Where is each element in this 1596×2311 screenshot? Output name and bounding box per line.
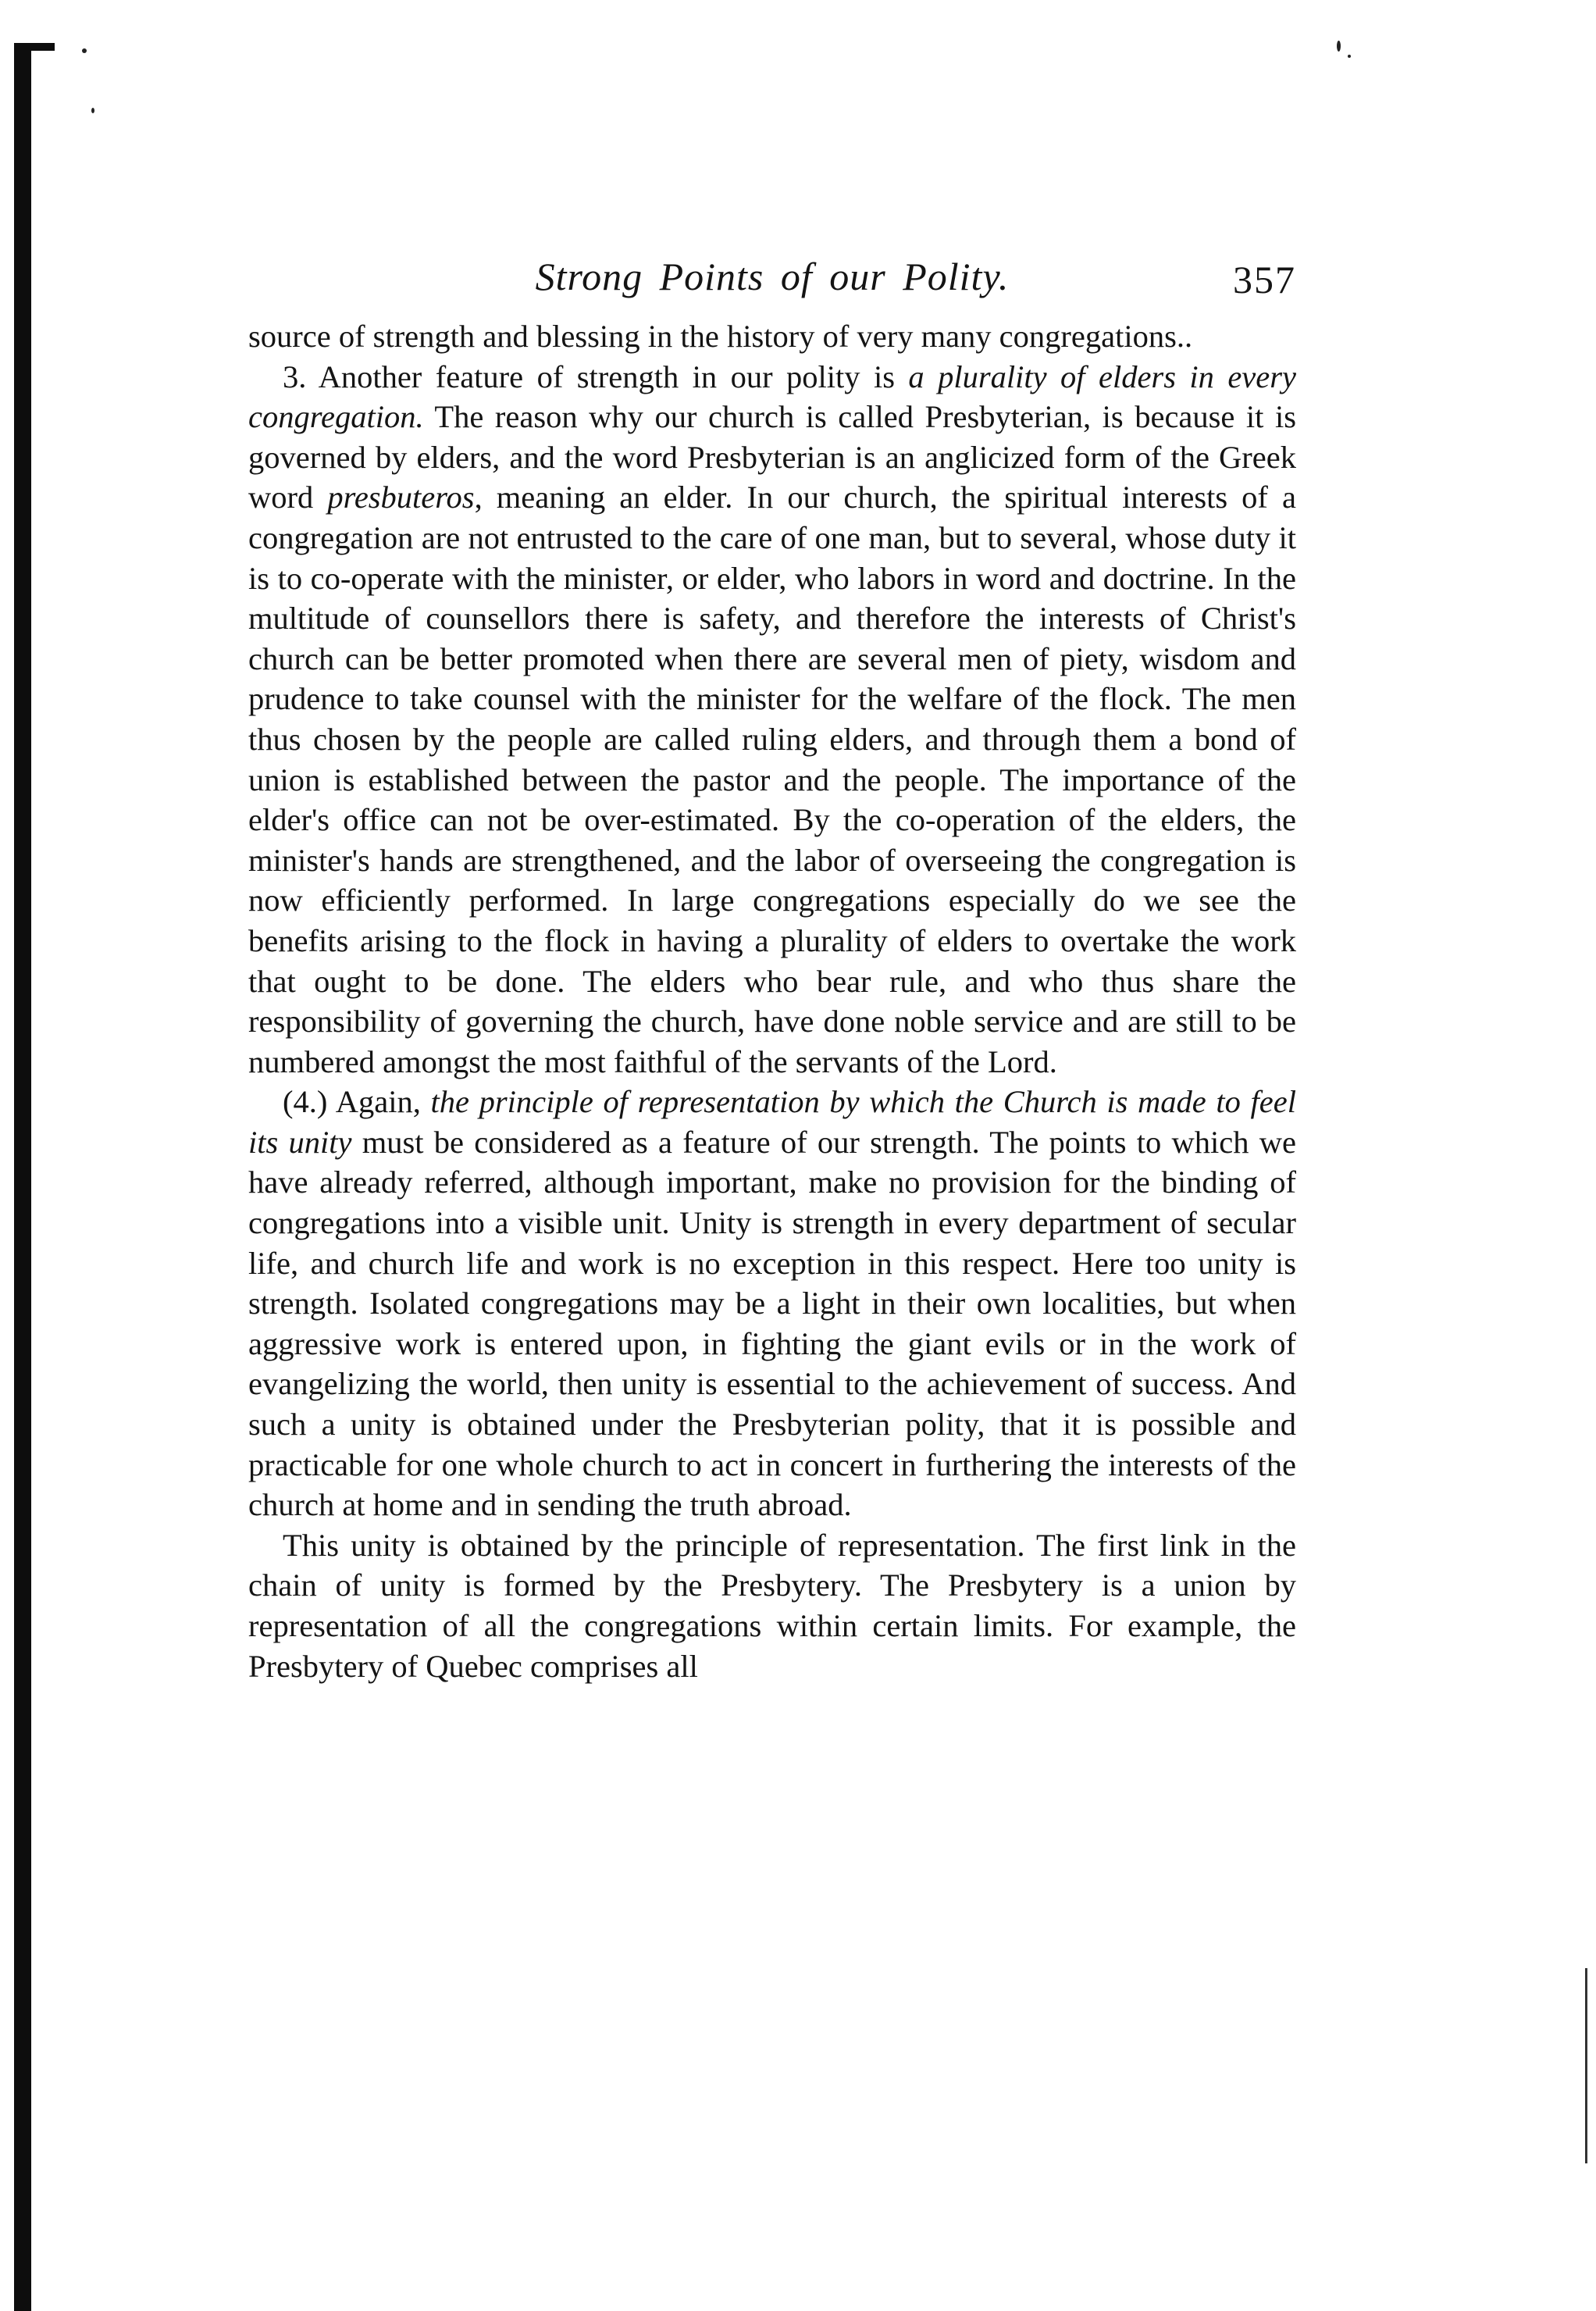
paragraph (248, 357, 1296, 1082)
scan-speck (82, 48, 87, 53)
italic-emphasis: a plurality of elders in every congregation. (248, 358, 1296, 435)
text-run: (4.) Again, (283, 1084, 431, 1120)
book-page (248, 254, 1296, 1686)
running-head (248, 254, 1296, 316)
paragraph (248, 1525, 1296, 1686)
text-run: , meaning an elder. In our church, the spiritual interests of a congregation are not entrusted to the care of one man, but to several, whose duty it is to co-operate with the minister, or elder, who labors in word and doctrine. In the multitude of counsellors there is safety, and therefore the interests of Christ's church can be better promoted when there are several men of piety, wisdom and prudence to take counsel with the minister for the welfare of the flock. The men thus chosen by the people are called ruling elders, and through them a bond of union is established between the pastor and the people. The importance of the elder's office can not be over-estimated. By the co-operation of the elders, the minister's hands are strengthened, and the labor of overseeing the congregation is now efficiently performed. In large congregations especially do we see the benefits arising to the flock in having a plurality of elders to overtake the work that ought to be done. The elders who bear rule, and who thus share the responsibility of governing the church, have done noble service and are still to be numbered amongst the most faithful of the servants of the Lord. (248, 480, 1296, 1079)
text-run: source of strength and blessing in the history of very many congregations.. (248, 319, 1193, 354)
scan-speck (1348, 55, 1351, 58)
text-run: must be considered as a feature of our strength. The points to which we have already referred, although important, make no provision for the binding of congregations into a visible unit. Unity is strength in every department of secular life, and church life and work is no exception in this respect. Here too unity is strength. Isolated congregations may be a light in their own localities, but when aggressive work is entered upon, in fighting the giant evils or in the work of evangelizing the world, then unity is essential to the achievement of success. And such a unity is obtained under the Presbyterian polity, that it is possible and practicable for one whole church to act in concert in furthering the interests of the church at home and in sending the truth abroad. (248, 1124, 1297, 1523)
italic-emphasis: the principle of representation by which the Church is made to feel its unity (248, 1084, 1296, 1160)
binding-mark (31, 43, 55, 51)
scan-speck (1337, 41, 1341, 52)
running-title: Strong Points of our Polity. (535, 255, 1010, 298)
page-number: 357 (1233, 258, 1296, 301)
text-run: 3. Another feature of strength in our polity is (283, 358, 909, 394)
body-text (248, 316, 1296, 1686)
paragraph (248, 1082, 1296, 1525)
italic-emphasis: presbuteros (327, 480, 475, 515)
text-run: The reason why our church is called Presbyterian, is because it is governed by elders, and the word Presbyterian is an anglicized form of the Greek word (248, 399, 1296, 515)
scan-speck (91, 108, 94, 113)
paragraph (248, 316, 1296, 357)
text-run: This unity is obtained by the principle of representation. The first link in the chain of unity is formed by the Presbytery. The Presbytery is a union by representation of all the congregations within certain limits. For example, the Presbytery of Quebec comprises all (248, 1527, 1296, 1684)
binding-edge (14, 43, 31, 2311)
scan-edge-rule (1585, 1968, 1587, 2163)
